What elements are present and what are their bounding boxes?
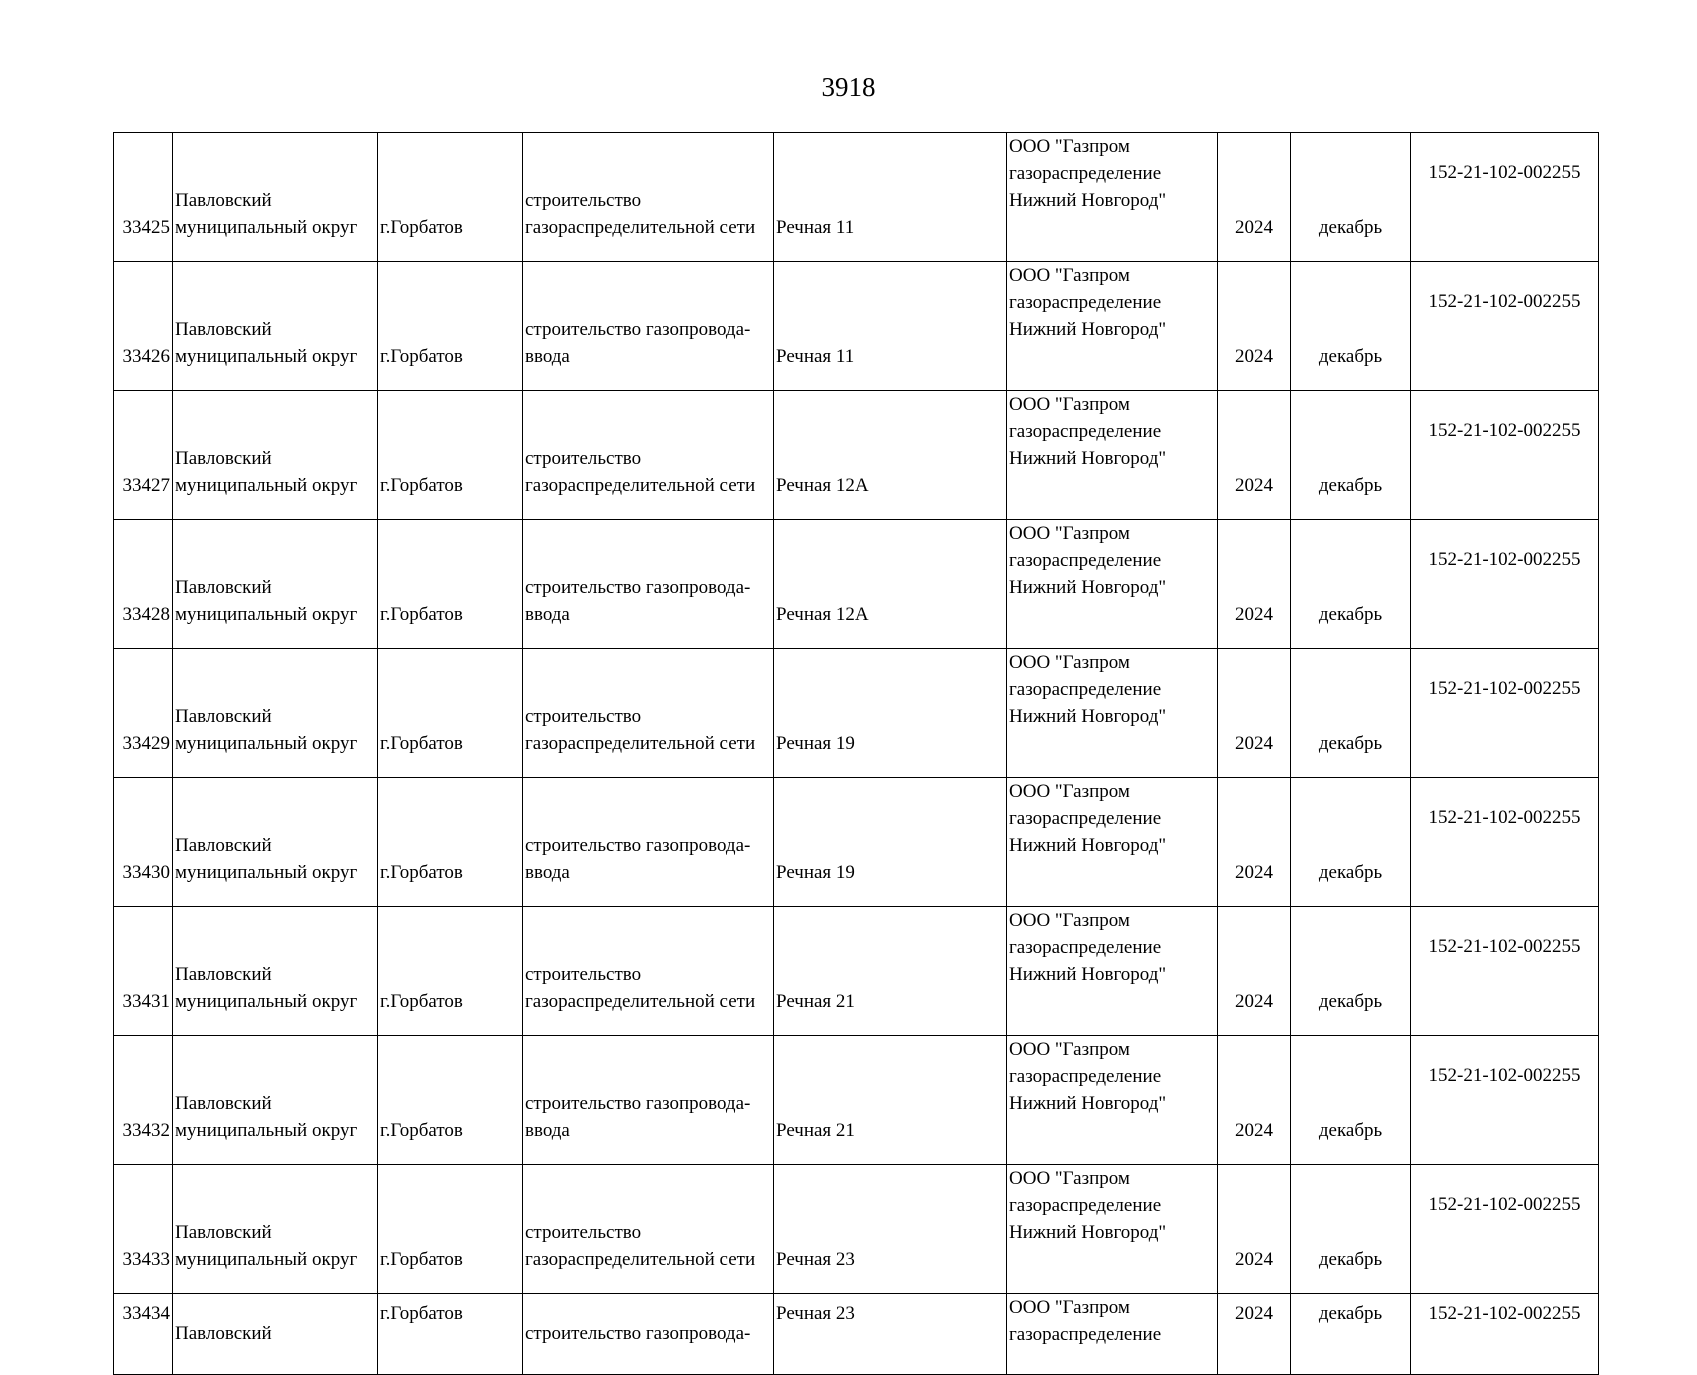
district-line: Павловский (175, 190, 272, 211)
organization-line: Нижний Новгород" (1009, 1093, 1167, 1114)
district-line: муниципальный округ (175, 1120, 358, 1141)
table-row (114, 649, 1599, 778)
organization-line: газораспределение (1009, 1066, 1162, 1087)
organization-cell (1007, 1165, 1218, 1294)
record-id-cell: 33430 (114, 778, 173, 907)
organization-line: Нижний Новгород" (1009, 835, 1167, 856)
town-cell: г.Горбатов (378, 520, 523, 649)
organization-line: Нижний Новгород" (1009, 190, 1167, 211)
record-id-cell: 33426 (114, 262, 173, 391)
organization-line: ООО "Газпром (1009, 523, 1130, 544)
district-line: Павловский (175, 319, 272, 340)
work-type-cell (523, 1294, 774, 1375)
year-cell: 2024 (1218, 778, 1291, 907)
district-line: муниципальный округ (175, 733, 358, 754)
town-cell: г.Горбатов (378, 778, 523, 907)
district-cell (173, 1036, 378, 1165)
table-row (114, 1294, 1599, 1375)
month-cell: декабрь (1291, 649, 1411, 778)
address-cell: Речная 19 (774, 649, 1007, 778)
work-type-cell (523, 520, 774, 649)
organization-line: ООО "Газпром (1009, 394, 1130, 415)
district-cell (173, 1294, 378, 1375)
town-cell: г.Горбатов (378, 649, 523, 778)
work-type-line: газораспределительной сети (525, 1249, 756, 1270)
work-type-line: ввода (525, 346, 570, 367)
month-cell: декабрь (1291, 262, 1411, 391)
permit-number-cell: 152-21-102-002255 (1411, 133, 1599, 262)
work-type-line: газораспределительной сети (525, 217, 756, 238)
work-type-cell (523, 262, 774, 391)
organization-line: газораспределение (1009, 937, 1162, 958)
work-type-cell (523, 907, 774, 1036)
month-cell: декабрь (1291, 1036, 1411, 1165)
organization-line: Нижний Новгород" (1009, 577, 1167, 598)
record-id-cell: 33429 (114, 649, 173, 778)
organization-line: ООО "Газпром (1009, 136, 1130, 157)
town-cell: г.Горбатов (378, 391, 523, 520)
district-line: Павловский (175, 1093, 272, 1114)
work-type-line: газораспределительной сети (525, 475, 756, 496)
organization-cell (1007, 1294, 1218, 1375)
year-cell: 2024 (1218, 907, 1291, 1036)
organization-line: ООО "Газпром (1009, 1168, 1130, 1189)
district-line: Павловский (175, 964, 272, 985)
district-line: муниципальный округ (175, 604, 358, 625)
permit-number-cell: 152-21-102-002255 (1411, 649, 1599, 778)
district-cell (173, 262, 378, 391)
address-cell: Речная 11 (774, 133, 1007, 262)
permit-number-cell: 152-21-102-002255 (1411, 778, 1599, 907)
year-cell: 2024 (1218, 520, 1291, 649)
district-cell (173, 391, 378, 520)
month-cell: декабрь (1291, 391, 1411, 520)
month-cell: декабрь (1291, 520, 1411, 649)
district-line: муниципальный округ (175, 217, 358, 238)
table-row (114, 262, 1599, 391)
organization-line: Нижний Новгород" (1009, 319, 1167, 340)
district-cell (173, 133, 378, 262)
permit-number-cell: 152-21-102-002255 (1411, 907, 1599, 1036)
table-row (114, 1036, 1599, 1165)
town-cell: г.Горбатов (378, 907, 523, 1036)
organization-line: Нижний Новгород" (1009, 1222, 1167, 1243)
district-line: муниципальный округ (175, 475, 358, 496)
work-type-line: строительство газопровода- (525, 577, 751, 598)
record-id-cell: 33433 (114, 1165, 173, 1294)
month-cell: декабрь (1291, 1165, 1411, 1294)
record-id-cell: 33428 (114, 520, 173, 649)
organization-line: газораспределение (1009, 1324, 1162, 1345)
permit-number-cell: 152-21-102-002255 (1411, 1294, 1599, 1375)
work-type-line: газораспределительной сети (525, 733, 756, 754)
organization-line: ООО "Газпром (1009, 1039, 1130, 1060)
table-row (114, 520, 1599, 649)
organization-cell (1007, 778, 1218, 907)
organization-line: газораспределение (1009, 1195, 1162, 1216)
organization-line: ООО "Газпром (1009, 265, 1130, 286)
table-row (114, 1165, 1599, 1294)
organization-line: газораспределение (1009, 292, 1162, 313)
town-cell: г.Горбатов (378, 133, 523, 262)
month-cell: декабрь (1291, 1294, 1411, 1375)
work-type-line: газораспределительной сети (525, 991, 756, 1012)
month-cell: декабрь (1291, 133, 1411, 262)
work-type-cell (523, 133, 774, 262)
organization-line: газораспределение (1009, 679, 1162, 700)
organization-cell (1007, 520, 1218, 649)
organization-line: Нижний Новгород" (1009, 964, 1167, 985)
gas-works-table (113, 132, 1599, 1375)
table-body (114, 133, 1599, 1375)
district-line: Павловский (175, 1222, 272, 1243)
address-cell: Речная 19 (774, 778, 1007, 907)
record-id-cell: 33425 (114, 133, 173, 262)
organization-line: газораспределение (1009, 163, 1162, 184)
address-cell: Речная 23 (774, 1294, 1007, 1375)
year-cell: 2024 (1218, 1294, 1291, 1375)
work-type-line: строительство (525, 1222, 642, 1243)
month-cell: декабрь (1291, 778, 1411, 907)
table-row (114, 907, 1599, 1036)
work-type-line: строительство (525, 964, 642, 985)
work-type-line: ввода (525, 604, 570, 625)
organization-cell (1007, 391, 1218, 520)
district-line: муниципальный округ (175, 346, 358, 367)
month-cell: декабрь (1291, 907, 1411, 1036)
organization-cell (1007, 1036, 1218, 1165)
district-cell (173, 649, 378, 778)
work-type-line: строительство газопровода- (525, 319, 751, 340)
town-cell: г.Горбатов (378, 1294, 523, 1375)
address-cell: Речная 12А (774, 520, 1007, 649)
work-type-cell (523, 649, 774, 778)
district-line: Павловский (175, 835, 272, 856)
record-id-cell: 33431 (114, 907, 173, 1036)
work-type-line: строительство (525, 448, 642, 469)
town-cell: г.Горбатов (378, 1036, 523, 1165)
district-line: Павловский (175, 448, 272, 469)
town-cell: г.Горбатов (378, 1165, 523, 1294)
year-cell: 2024 (1218, 1036, 1291, 1165)
year-cell: 2024 (1218, 133, 1291, 262)
permit-number-cell: 152-21-102-002255 (1411, 391, 1599, 520)
address-cell: Речная 11 (774, 262, 1007, 391)
organization-line: газораспределение (1009, 421, 1162, 442)
work-type-line: строительство (525, 706, 642, 727)
work-type-line: строительство (525, 190, 642, 211)
record-id-cell: 33432 (114, 1036, 173, 1165)
organization-cell (1007, 133, 1218, 262)
organization-line: Нижний Новгород" (1009, 706, 1167, 727)
work-type-line: ввода (525, 1120, 570, 1141)
address-cell: Речная 21 (774, 1036, 1007, 1165)
organization-line: газораспределение (1009, 808, 1162, 829)
district-line: муниципальный округ (175, 1249, 358, 1270)
address-cell: Речная 12А (774, 391, 1007, 520)
year-cell: 2024 (1218, 649, 1291, 778)
permit-number-cell: 152-21-102-002255 (1411, 520, 1599, 649)
table-row (114, 133, 1599, 262)
organization-line: газораспределение (1009, 550, 1162, 571)
district-line: муниципальный округ (175, 991, 358, 1012)
work-type-cell (523, 391, 774, 520)
district-line: Павловский (175, 577, 272, 598)
year-cell: 2024 (1218, 262, 1291, 391)
work-type-cell (523, 1036, 774, 1165)
year-cell: 2024 (1218, 1165, 1291, 1294)
record-id-cell: 33427 (114, 391, 173, 520)
work-type-cell (523, 778, 774, 907)
district-cell (173, 778, 378, 907)
district-line: Павловский (175, 1323, 272, 1344)
district-cell (173, 1165, 378, 1294)
address-cell: Речная 23 (774, 1165, 1007, 1294)
table-row (114, 391, 1599, 520)
district-cell (173, 520, 378, 649)
organization-cell (1007, 649, 1218, 778)
work-type-line: строительство газопровода- (525, 835, 751, 856)
work-type-line: строительство газопровода- (525, 1093, 751, 1114)
address-cell: Речная 21 (774, 907, 1007, 1036)
permit-number-cell: 152-21-102-002255 (1411, 1036, 1599, 1165)
district-cell (173, 907, 378, 1036)
organization-line: ООО "Газпром (1009, 781, 1130, 802)
record-id-cell: 33434 (114, 1294, 173, 1375)
permit-number-cell: 152-21-102-002255 (1411, 262, 1599, 391)
organization-line: ООО "Газпром (1009, 910, 1130, 931)
organization-cell (1007, 262, 1218, 391)
year-cell: 2024 (1218, 391, 1291, 520)
organization-line: Нижний Новгород" (1009, 448, 1167, 469)
organization-line: ООО "Газпром (1009, 1297, 1130, 1318)
organization-line: ООО "Газпром (1009, 652, 1130, 673)
work-type-line: ввода (525, 862, 570, 883)
work-type-line: строительство газопровода- (525, 1323, 751, 1344)
permit-number-cell: 152-21-102-002255 (1411, 1165, 1599, 1294)
district-line: Павловский (175, 706, 272, 727)
work-type-cell (523, 1165, 774, 1294)
table-row (114, 778, 1599, 907)
organization-cell (1007, 907, 1218, 1036)
town-cell: г.Горбатов (378, 262, 523, 391)
district-line: муниципальный округ (175, 862, 358, 883)
page-number: 3918 (821, 72, 876, 102)
